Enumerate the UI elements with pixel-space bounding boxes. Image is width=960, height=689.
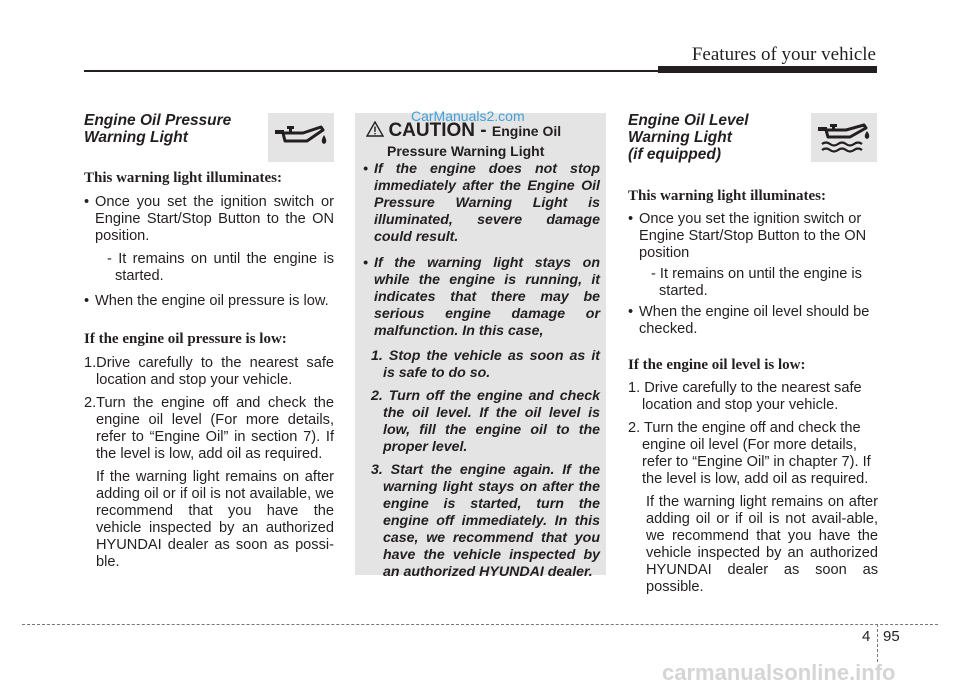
caution-step-2: 2. Turn off the engine and check the oil level. If the oil level is low, fill the engine oil to the proper level. [371,388,600,455]
step-2-continued: If the warning light remains on after adding oil or if oil is not avail-able, we recommend that you have the vehicle inspected by an authorized HYUNDAI dealer as soon as possible. [646,494,878,595]
list-item: • Once you set the ignition switch or Engine Start/Stop Button to the ON position - It remains on until the engine is started. [628,211,878,300]
header-rule-thick [658,66,877,73]
caution-subtitle: Pressure Warning Light [387,143,545,159]
illuminates-heading: This warning light illuminates: [628,188,826,204]
oil-can-icon [273,123,329,153]
footer-rule [22,624,938,625]
oil-level-icon [816,123,872,153]
header-rule [84,70,660,72]
list-item: • When the engine oil pressure is low. [84,293,334,310]
warning-triangle-icon [366,121,384,137]
caution-header: CAUTION - Engine Oil Pressure Warning Light [366,120,601,159]
caution-body [363,161,600,581]
step-2-continued: If the warning light remains on after adding oil or if oil is not available, we recommend that you have the vehicle inspected by an authorized HYUNDAI dealer as soon as possi-ble. [96,469,334,570]
oil-level-icon-box [811,113,877,162]
list-item: • If the engine does not stop immediately after the Engine Oil Pressure Warning Light is illuminated, severe damage could result. [363,161,600,246]
list-item: • If the warning light stays on while the engine is running, it indicates that there may be serious engine damage or malfunction. In this case, [363,255,600,340]
illuminate-list [84,194,334,310]
page-number: 95 [883,628,900,645]
step-2: 2.Turn the engine off and check the engine oil level (For more details, refer to “Engine Oil” in section 7). If the level is low, add oil as required. [84,395,334,462]
step-1: 1. Drive carefully to the nearest safe location and stop your vehicle. [628,380,862,413]
oil-pressure-title: Engine Oil Pressure Warning Light [84,112,232,146]
footer-watermark: carmanualsonline.info [662,660,896,685]
chapter-number: 4 [862,628,871,645]
low-level-heading: If the engine oil level is low: [628,357,806,373]
caution-box [355,113,606,580]
caution-step-1: 1. Stop the vehicle as soon as it is safe to do so. [371,348,600,381]
low-pressure-heading: If the engine oil pressure is low: [84,331,287,347]
left-column [84,112,334,571]
step-1: 1.Drive carefully to the nearest safe location and stop your vehicle. [84,355,334,388]
oil-level-title: Engine Oil Level Warning Light (if equipped) [628,112,749,163]
caution-step-3: 3. Start the engine again. If the warning light stays on after the engine is started, turn the engine off immediately. In this case, we recommend that you have the vehicle inspected by an authorized HYUNDAI dealer. [371,462,600,580]
right-column [628,112,878,596]
site-watermark: CarManuals2.com [411,108,525,124]
list-item: • When the engine oil level should be checked. [628,304,878,338]
list-item: • Once you set the ignition switch or Engine Start/Stop Button to the ON position. - It remains on until the engine is started. [84,194,334,285]
caution-label: CAUTION [388,120,476,141]
illuminate-list [628,211,878,338]
section-header-title: Features of your vehicle [691,44,876,65]
footer-divider [877,624,878,662]
illuminates-heading: This warning light illuminates: [84,170,282,186]
step-2: 2. Turn the engine off and check the engine oil level (For more details, refer to “Engine Oil” in chapter 7). If the level is low, add oil as required. [628,420,871,487]
oil-pressure-icon-box [268,113,334,162]
